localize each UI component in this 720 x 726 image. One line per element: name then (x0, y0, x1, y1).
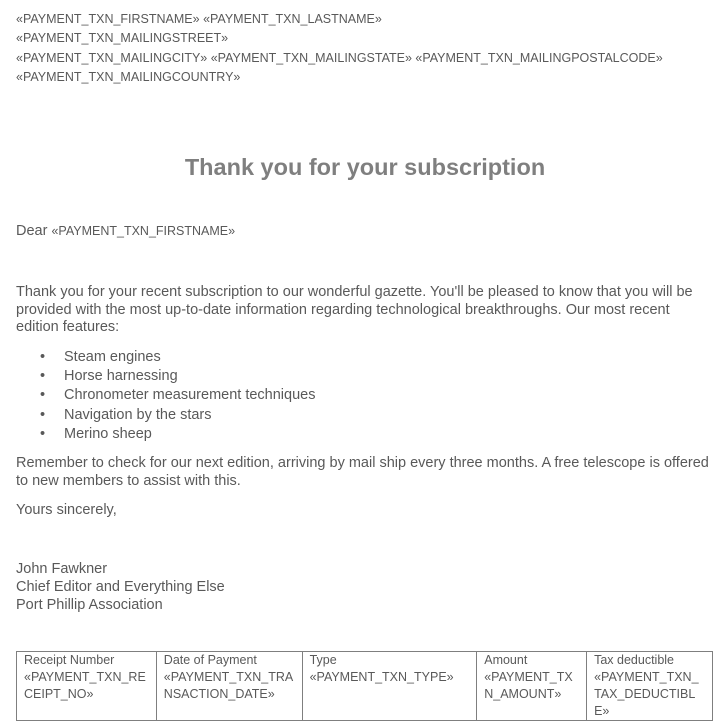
column-header: Type (309, 653, 337, 667)
column-header: Tax deductible (594, 653, 675, 667)
feature-item (16, 367, 315, 386)
address-country-line: «PAYMENT_TXN_MAILINGCOUNTRY» (16, 69, 241, 84)
amount-cell (477, 652, 587, 721)
feature-item (16, 406, 315, 425)
intro-paragraph: Thank you for your recent subscription to our wonderful gazette. You'll be pleased to know that you will be provided with the most up-to-date information regarding technological breakthroughs. Our most recent edition features: (16, 284, 693, 335)
greeting-dear: Dear (16, 223, 48, 239)
address-city-line: «PAYMENT_TXN_MAILINGCITY» «PAYMENT_TXN_MAILINGSTATE» «PAYMENT_TXN_MAILINGPOSTALCODE» (16, 50, 663, 65)
table-row (17, 652, 713, 721)
merge-field: «PAYMENT_TXN_TAX_DEDUCTIBLE» (594, 670, 699, 718)
reminder-paragraph: Remember to check for our next edition, arriving by mail ship every three months. A free telescope is offered to new members to assist with this. (16, 455, 709, 489)
column-header: Amount (484, 653, 528, 667)
mailing-address-block (16, 10, 663, 87)
feature-item (16, 348, 315, 367)
feature-item (16, 425, 315, 444)
features-list (16, 348, 315, 444)
greeting-firstname-field: «PAYMENT_TXN_FIRSTNAME» (51, 224, 236, 238)
bullet-icon: • (40, 368, 46, 385)
receipt-table (16, 651, 713, 721)
bullet-icon: • (40, 406, 46, 423)
address-name-line: «PAYMENT_TXN_FIRSTNAME» «PAYMENT_TXN_LASTNAME» (16, 12, 382, 26)
address-street-line: «PAYMENT_TXN_MAILINGSTREET» (16, 31, 229, 46)
feature-label: Horse harnessing (64, 368, 178, 385)
closing: Yours sincerely, (16, 502, 117, 518)
column-header: Receipt Number (24, 653, 115, 667)
signature-role: Chief Editor and Everything Else (16, 579, 225, 596)
merge-field: «PAYMENT_TXN_TRANSACTION_DATE» (163, 670, 294, 701)
merge-field: «PAYMENT_TXN_AMOUNT» (484, 670, 573, 701)
signature-name: John Fawkner (16, 561, 108, 577)
type-cell (302, 652, 477, 721)
receipt-number-cell (17, 652, 157, 721)
merge-field: «PAYMENT_TXN_TYPE» (309, 670, 454, 684)
signature-org: Port Phillip Association (16, 597, 163, 614)
bullet-icon: • (40, 425, 46, 442)
feature-label: Steam engines (64, 349, 161, 365)
feature-label: Navigation by the stars (64, 406, 212, 423)
column-header: Date of Payment (163, 653, 257, 667)
letter-title: Thank you for your subscription (184, 154, 546, 180)
bullet-icon: • (40, 387, 46, 404)
feature-item (16, 386, 315, 405)
feature-label: Chronometer measurement techniques (64, 387, 316, 404)
tax-deductible-cell (587, 652, 713, 721)
greeting (16, 223, 235, 239)
bullet-icon: • (40, 349, 46, 365)
signature-block (16, 560, 225, 615)
payment-date-cell (156, 652, 302, 721)
feature-label: Merino sheep (64, 425, 152, 442)
merge-field: «PAYMENT_TXN_RECEIPT_NO» (24, 670, 146, 701)
